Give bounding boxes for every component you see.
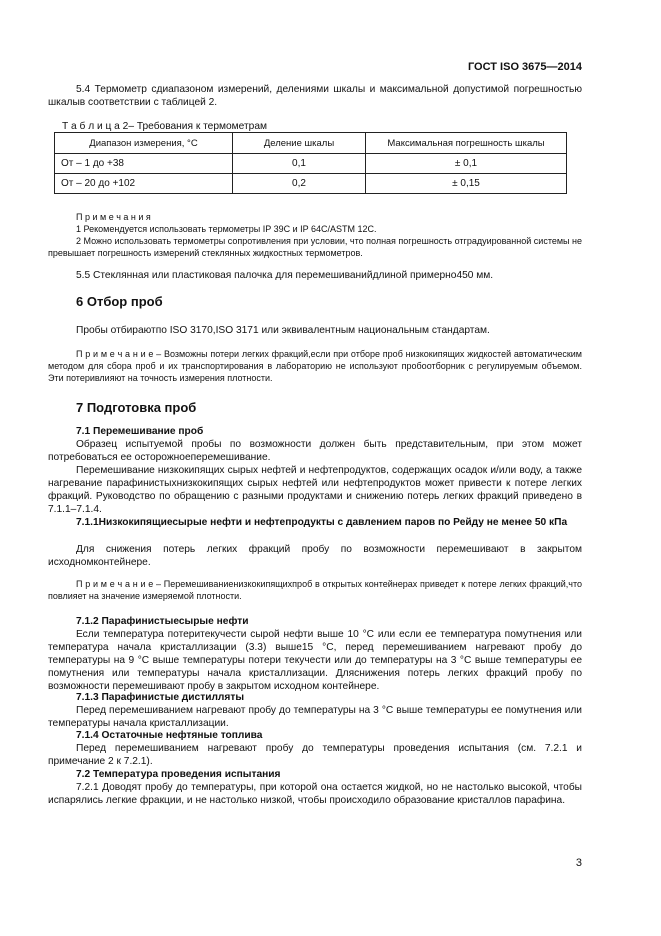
note-7-1-1: П р и м е ч а н и е – Перемешиваниенизкокипящихпроб в открытых контейнерах приведет к потере легких фракций,что повлияет на значение измеряемой плотности. [48, 579, 582, 601]
table-cell: ± 0,15 [366, 174, 567, 194]
paragraph-7-1-2: Если температура потеритекучести сырой нефти выше 10 °С или если ее температура помутнения или температура начала кристаллизации (3.3) выше15 °С, перед перемешиванием нагревают пробу до температуры на 9 °С выше температуры потери текучести или до температуры на 3 °С выше температуры ее помутнения или температуры начала кристаллизации. Дляснижения потерь легких фракций пробу по возможности перемешивают пробу в закрытом исходном контейнере. [48, 629, 582, 692]
subsection-7-1-2-title: 7.1.2 Парафинистыесырые нефти [76, 616, 249, 627]
table-cell: 0,2 [233, 174, 366, 194]
table-header-range: Диапазон измерения, °С [55, 133, 233, 154]
table-cell: 0,1 [233, 154, 366, 174]
table-cell: ± 0,1 [366, 154, 567, 174]
paragraph-6-1: Пробы отбираютпо ISO 3170,ISO 3171 или эквивалентным национальным стандартам. [76, 325, 490, 336]
paragraph-7-1-4: Перед перемешиванием нагревают пробу до температуры проведения испытания (см. 7.2.1 и примечание 2 к 7.2.1). [48, 743, 582, 767]
paragraph-5-5: 5.5 Стеклянная или пластиковая палочка для перемешиванийдлиной примерно450 мм. [76, 270, 494, 281]
table-row [55, 174, 567, 194]
note-1: 1 Рекомендуется использовать термометры IP 39C и IP 64C/ASTM 12C. [76, 224, 377, 234]
section-7-title: 7 Подготовка проб [76, 400, 197, 415]
notes-title: П р и м е ч а н и я [76, 212, 151, 222]
paragraph-5-4: 5.4 Термометр сдиапазоном измерений, делениями шкалы и максимальной допустимой погрешностью шкалыв соответствии с таблицей 2. [48, 84, 582, 108]
document-header: ГОСТ ISO 3675—2014 [467, 61, 582, 73]
note-2: 2 Можно использовать термометры сопротивления при условии, что полная погрешность отградуированной системы не превышает погрешность измерений стеклянных жидкостных термометров. [48, 236, 582, 258]
paragraph-7-1-1: Для снижения потерь легких фракций пробу по возможности перемешивают в закрытом исходномконтейнере. [48, 544, 582, 568]
page-number: 3 [575, 857, 582, 869]
subsection-7-1-4-title: 7.1.4 Остаточные нефтяные топлива [76, 730, 263, 741]
section-6-title: 6 Отбор проб [76, 294, 163, 309]
table-cell: От – 1 до +38 [55, 154, 233, 174]
paragraph-7-1-b: Перемешивание низкокипящих сырых нефтей и нефтепродуктов, содержащих осадок и/или воду, а также нагревание парафинистыхнизкокипящих сырых нефтей или нефтепродуктов может привести к потере легких фракций. Руководство по обращению с разными продуктами и снижению потерь легких фракций приведено в 7.1.1–7.1.4. [48, 465, 582, 515]
table-header-error: Максимальная погрешность шкалы [366, 133, 567, 154]
subsection-7-1-1-title: 7.1.1Низкокипящиесырые нефти и нефтепродукты с давлением паров по Рейду не менее 50 кПа [76, 517, 568, 528]
paragraph-7-2-1: 7.2.1 Доводят пробу до температуры, при которой она остается жидкой, но не настолько высокой, чтобы испарялись легкие фракции, и не настолько низкой, чтобы происходило образование кристаллов парафина. [48, 782, 582, 806]
table-row [55, 154, 567, 174]
paragraph-7-1-a: Образец испытуемой пробы по возможности должен быть представительным, при этом может потребоваться ее осторожноеперемешивание. [48, 439, 582, 463]
note-6: П р и м е ч а н и е – Возможны потери легких фракций,если при отборе проб низкокипящих жидкостей автоматическим методом для сбора проб и их транспортирования в лабораторию не используют пробоотборник с регулируемым объемом. Эти потеривлияют на точность измерения плотности. [48, 349, 582, 383]
paragraph-7-1-3: Перед перемешиванием нагревают пробу до температуры на 3 °С выше температуры ее помутнения или температуры начала кристаллизации. [48, 705, 582, 729]
subsection-7-1-3-title: 7.1.3 Парафинистые дистилляты [76, 692, 245, 703]
table-caption: Т а б л и ц а 2– Требования к термометрам [62, 121, 268, 132]
subsection-7-2-title: 7.2 Температура проведения испытания [76, 769, 281, 780]
table-cell: От – 20 до +102 [55, 174, 233, 194]
table-header-row [55, 133, 567, 154]
table-header-division: Деление шкалы [233, 133, 366, 154]
thermometer-requirements-table [54, 132, 567, 194]
subsection-7-1-title: 7.1 Перемешивание проб [76, 426, 204, 437]
